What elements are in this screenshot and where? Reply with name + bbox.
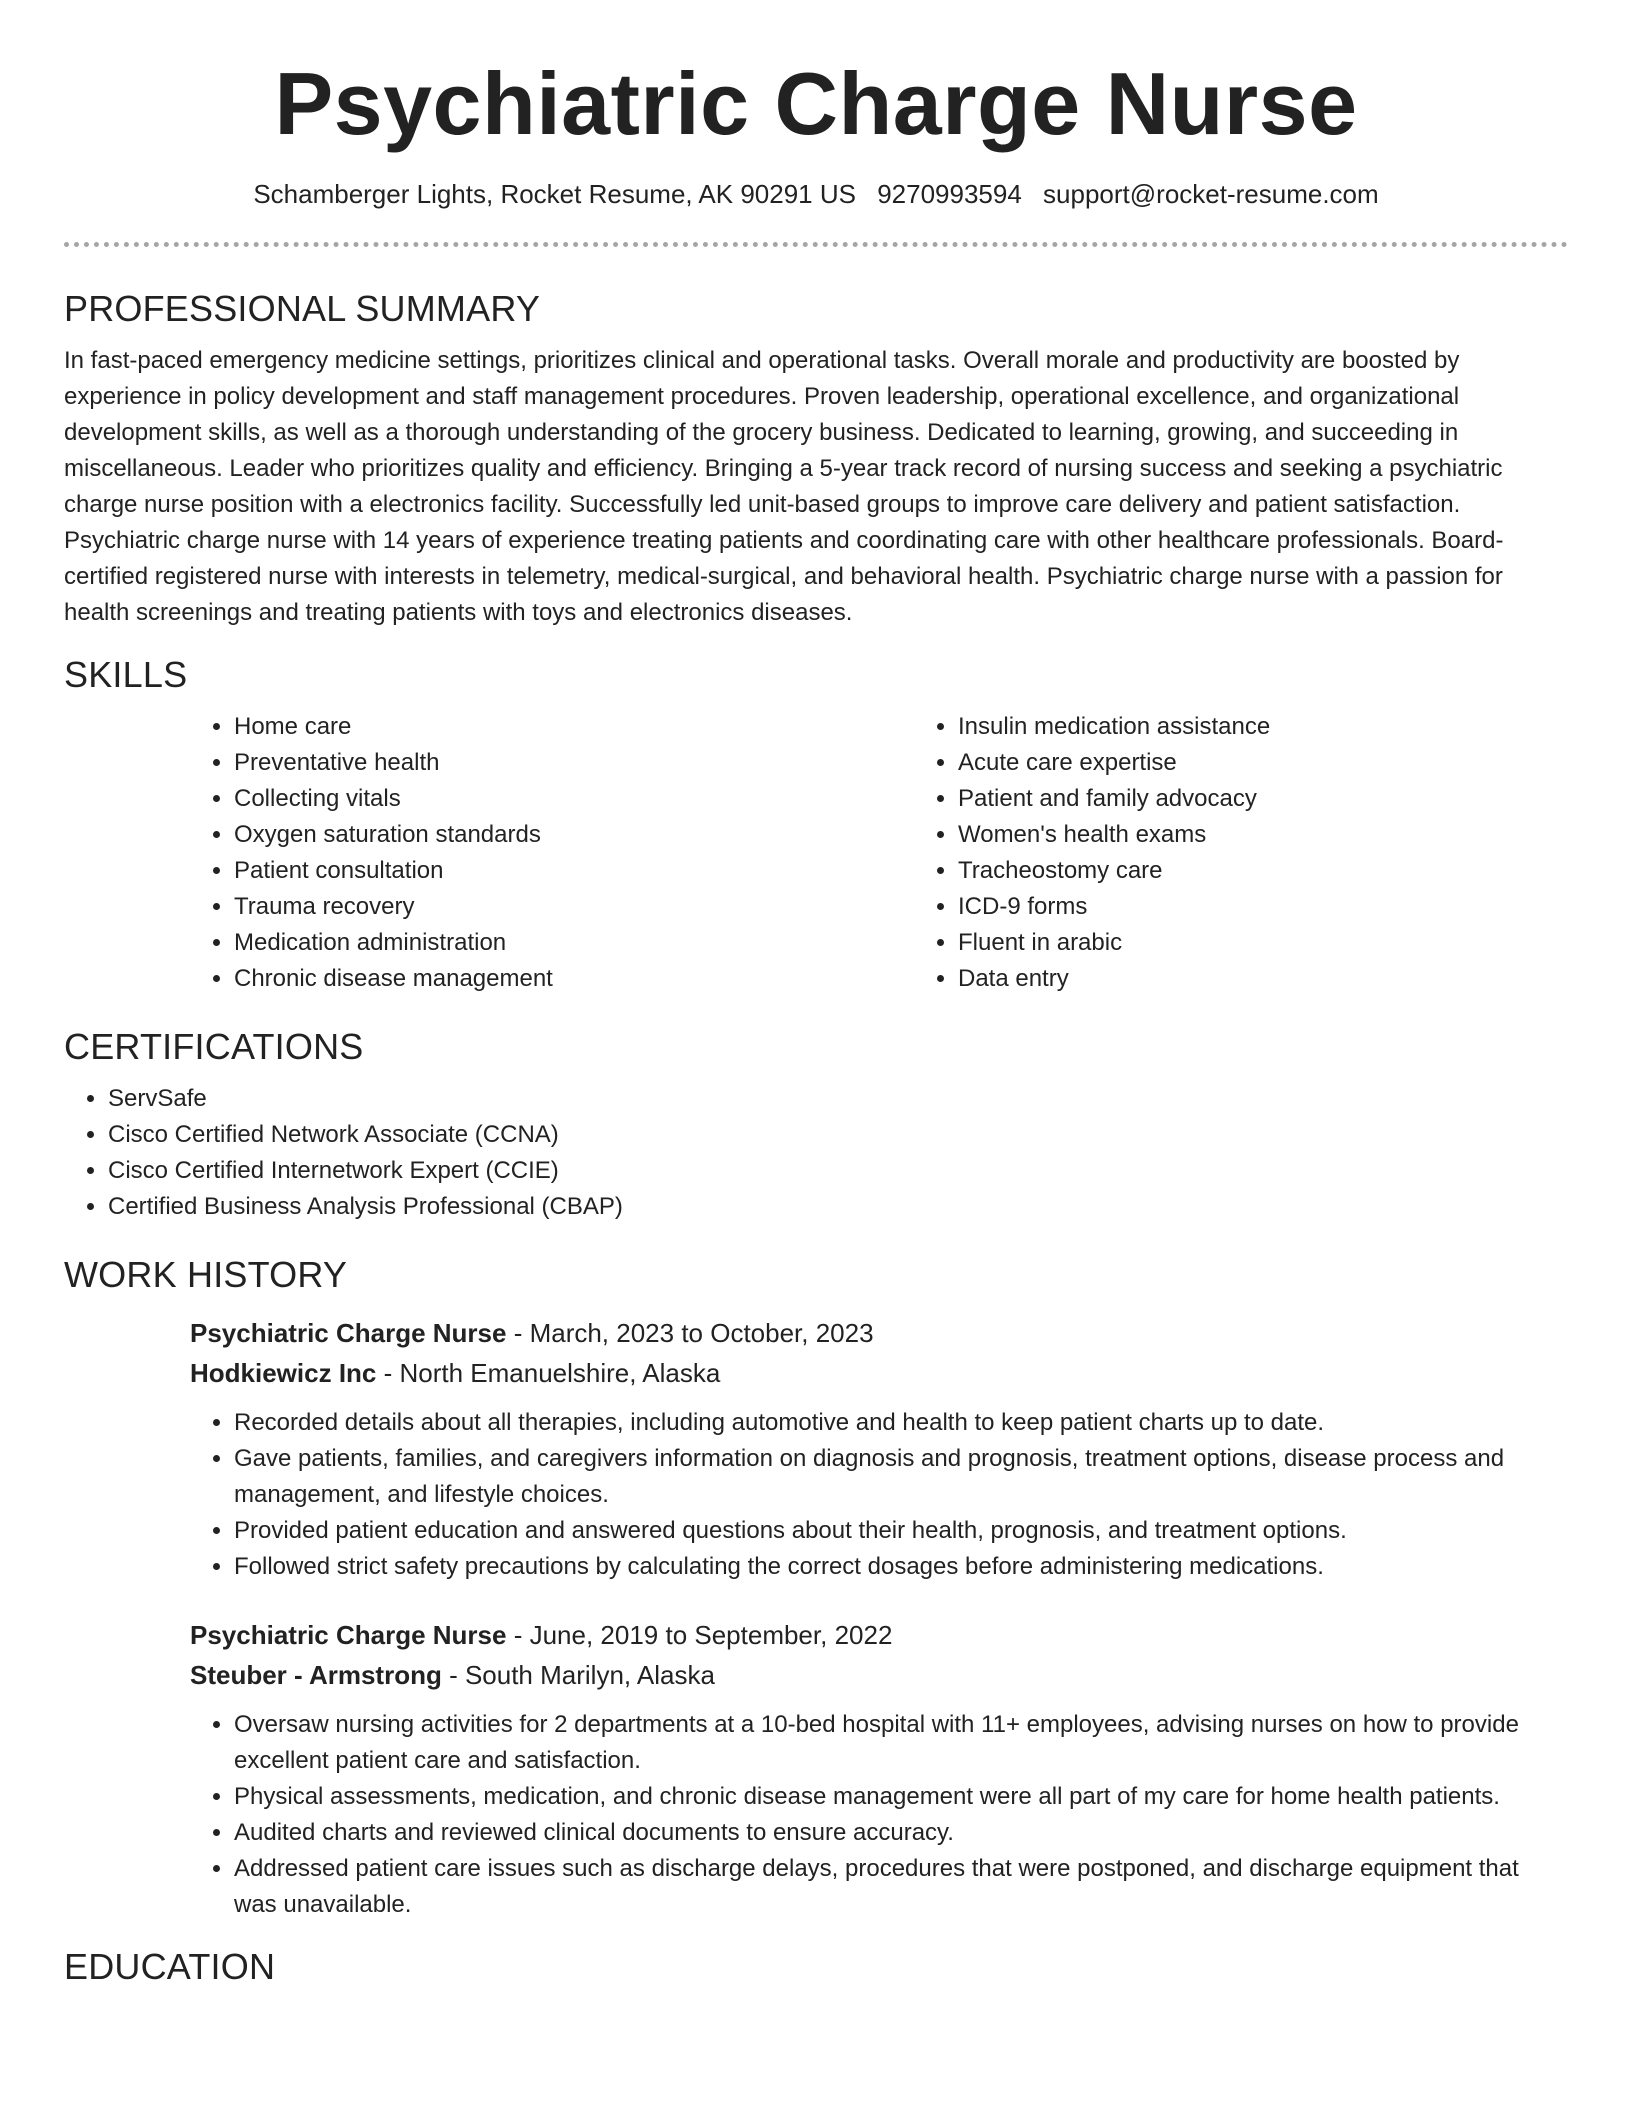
job-dates: - March, 2023 to October, 2023 [506,1318,874,1348]
job-bullet: • Physical assessments, medication, and chronic disease management were all part of my care for home health patients. [234,1779,1568,1815]
education-heading: EDUCATION [64,1946,276,1987]
certification-item: • ServSafe [108,1081,1568,1117]
skill-item: • Home care [234,709,914,745]
job-title: Psychiatric Charge Nurse [190,1620,507,1650]
resume-name: Psychiatric Charge Nurse [274,54,1358,153]
job-bullets [190,1405,1568,1585]
job-location: - South Marilyn, Alaska [441,1660,715,1690]
job-title-line [190,1313,1568,1353]
certifications-list [64,1081,1568,1225]
skill-item: • Acute care expertise [958,745,1632,781]
job-entry [190,1615,1568,1923]
skills-heading: SKILLS [64,654,188,695]
work-history-heading: WORK HISTORY [64,1254,348,1295]
skills-column-left [190,709,914,997]
job-company-line [190,1655,1568,1695]
job-dates: - June, 2019 to September, 2022 [506,1620,893,1650]
job-entry [190,1313,1568,1585]
job-company: Steuber - Armstrong [190,1660,442,1690]
skill-item: • Medication administration [234,925,914,961]
certification-item: • Cisco Certified Internetwork Expert (CCIE) [108,1153,1568,1189]
job-bullets [190,1707,1568,1923]
skill-item: • ICD-9 forms [958,889,1632,925]
skill-item: • Chronic disease management [234,961,914,997]
job-bullet: • Recorded details about all therapies, including automotive and health to keep patient charts up to date. [234,1405,1568,1441]
skill-item: • Collecting vitals [234,781,914,817]
job-bullet: • Addressed patient care issues such as discharge delays, procedures that were postponed, and discharge equipment that was unavailable. [234,1851,1568,1923]
certification-item: • Cisco Certified Network Associate (CCNA) [108,1117,1568,1153]
job-bullet: • Oversaw nursing activities for 2 departments at a 10-bed hospital with 11+ employees, advising nurses on how to provide excellent patient care and satisfaction. [234,1707,1568,1779]
contact-address: Schamberger Lights, Rocket Resume, AK 90291 US [253,179,856,209]
skills-list [190,709,1568,997]
skill-item: • Fluent in arabic [958,925,1632,961]
summary-text: In fast-paced emergency medicine settings, prioritizes clinical and operational tasks. Overall morale and productivity are boosted by experience in policy development and staff management procedures. Proven leadership, operational excellence, and organizational development skills, as well as a thorough understanding of the grocery business. Dedicated to learning, growing, and succeeding in miscellaneous. Leader who prioritizes quality and efficiency. Bringing a 5-year track record of nursing success and seeking a psychiatric charge nurse position with a electronics facility. Successfully led unit-based groups to improve care delivery and patient satisfaction. Psychiatric charge nurse with 14 years of experience treating patients and coordinating care with other healthcare professionals. Board-certified registered nurse with interests in telemetry, medical-surgical, and behavioral health. Psychiatric charge nurse with a passion for health screenings and treating patients with toys and electronics diseases. [64,347,1504,626]
job-location: - North Emanuelshire, Alaska [376,1358,721,1388]
skills-column-right [914,709,1632,997]
job-company-line [190,1353,1568,1393]
certification-item: • Certified Business Analysis Professional (CBAP) [108,1189,1568,1225]
certifications-heading: CERTIFICATIONS [64,1026,364,1067]
job-bullet: • Gave patients, families, and caregivers information on diagnosis and prognosis, treatment options, disease process and management, and lifestyle choices. [234,1441,1568,1513]
skill-item: • Oxygen saturation standards [234,817,914,853]
skill-item: • Tracheostomy care [958,853,1632,889]
job-bullet: • Followed strict safety precautions by calculating the correct dosages before administering medications. [234,1549,1568,1585]
header-divider [64,242,1568,247]
skill-item: • Women's health exams [958,817,1632,853]
skill-item: • Trauma recovery [234,889,914,925]
skill-item: • Data entry [958,961,1632,997]
job-bullet: • Provided patient education and answered questions about their health, prognosis, and treatment options. [234,1513,1568,1549]
job-title-line [190,1615,1568,1655]
skill-item: • Patient and family advocacy [958,781,1632,817]
job-company: Hodkiewicz Inc [190,1358,377,1388]
job-title: Psychiatric Charge Nurse [190,1318,507,1348]
resume-page [64,0,1568,1989]
contact-line [64,178,1568,210]
summary-heading: PROFESSIONAL SUMMARY [64,288,541,329]
skill-item: • Patient consultation [234,853,914,889]
contact-phone[interactable]: 9270993594 [877,179,1022,209]
contact-email[interactable]: support@rocket-resume.com [1043,179,1379,209]
job-bullet: • Audited charts and reviewed clinical documents to ensure accuracy. [234,1815,1568,1851]
skill-item: • Preventative health [234,745,914,781]
skill-item: • Insulin medication assistance [958,709,1632,745]
